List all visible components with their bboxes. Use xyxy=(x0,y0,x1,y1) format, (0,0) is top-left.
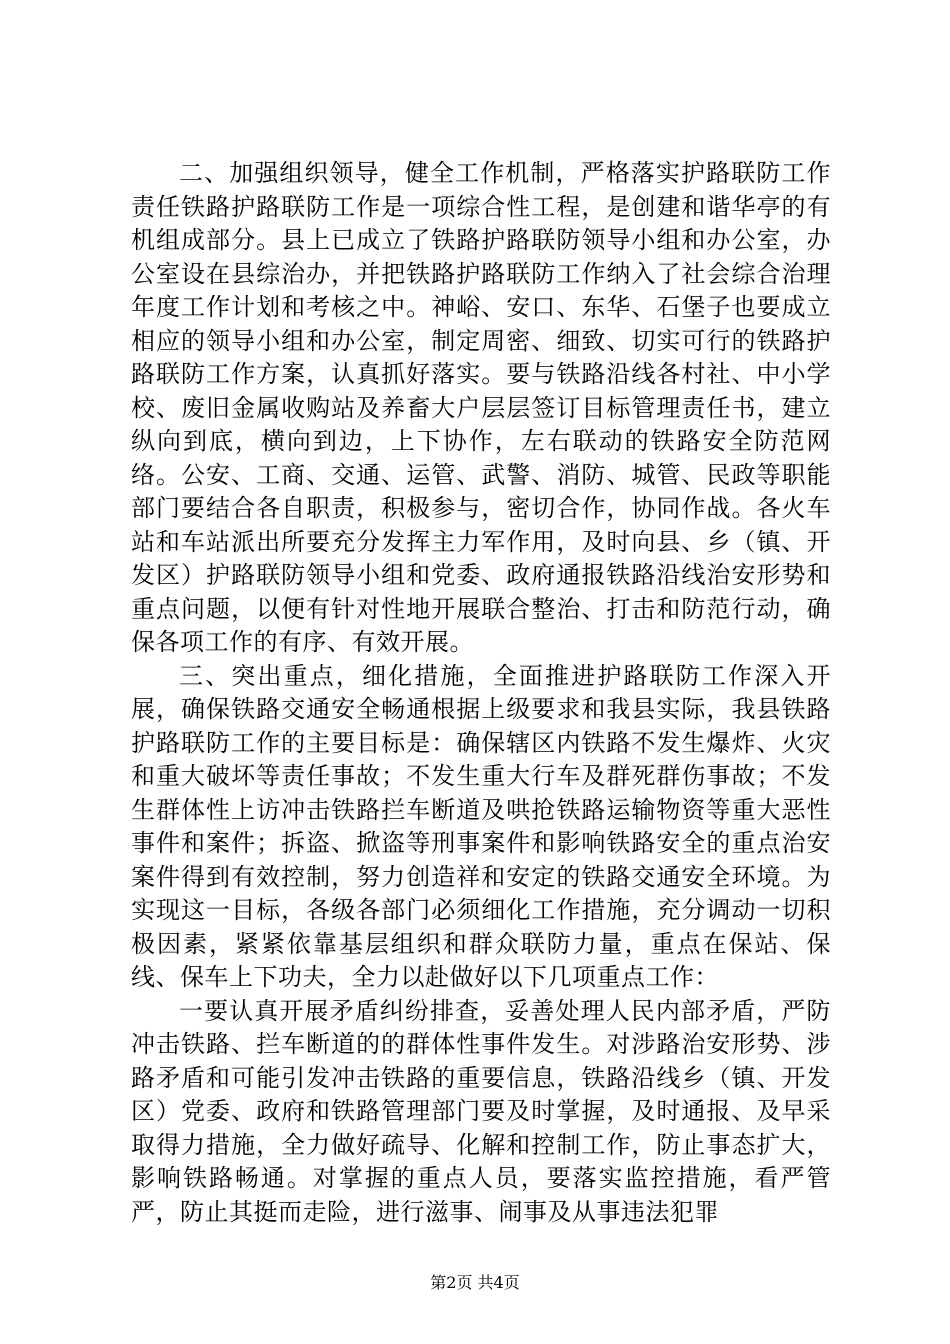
page-number-footer: 第2页 共4页 xyxy=(430,1273,520,1292)
paragraph-section-three: 三、突出重点，细化措施，全面推进护路联防工作深入开展，确保铁路交通安全畅通根据上级要求和我县实际，我县铁路护路联防工作的主要目标是：确保辖区内铁路不发生爆炸、火灾和重大破坏等责任事故；不发生重大行车及群死群伤事故；不发生群体性上访冲击铁路拦车断道及哄抢铁路运输物资等重大恶性事件和案件；拆盗、掀盗等刑事案件和影响铁路安全的重点治安案件得到有效控制，努力创造祥和安定的铁路交通安全环境。为实现这一目标，各级各部门必须细化工作措施，充分调动一切积极因素，紧紧依靠基层组织和群众联防力量，重点在保站、保线、保车上下功夫，全力以赴做好以下几项重点工作： xyxy=(131,661,831,991)
document-body xyxy=(131,157,831,1229)
paragraph-item-one: 一要认真开展矛盾纠纷排查，妥善处理人民内部矛盾，严防冲击铁路、拦车断道的的群体性事件发生。对涉路治安形势、涉路矛盾和可能引发冲击铁路的重要信息，铁路沿线乡（镇、开发区）党委、政府和铁路管理部门要及时掌握，及时通报、及早采取得力措施，全力做好疏导、化解和控制工作，防止事态扩大，影响铁路畅通。对掌握的重点人员，要落实监控措施，看严管严，防止其挺而走险，进行滋事、闹事及从事违法犯罪 xyxy=(131,996,831,1226)
paragraph-section-two: 二、加强组织领导，健全工作机制，严格落实护路联防工作责任铁路护路联防工作是一项综合性工程，是创建和谐华亭的有机组成部分。县上已成立了铁路护路联防领导小组和办公室，办公室设在县综治办，并把铁路护路联防工作纳入了社会综合治理年度工作计划和考核之中。神峪、安口、东华、石堡子也要成立相应的领导小组和办公室，制定周密、细致、切实可行的铁路护路联防工作方案，认真抓好落实。要与铁路沿线各村社、中小学校、废旧金属收购站及养畜大户层层签订目标管理责任书，建立纵向到底，横向到边，上下协作，左右联动的铁路安全防范网络。公安、工商、交通、运管、武警、消防、城管、民政等职能部门要结合各自职责，积极参与，密切合作，协同作战。各火车站和车站派出所要充分发挥主力军作用，及时向县、乡（镇、开发区）护路联防领导小组和党委、政府通报铁路沿线治安形势和重点问题，以便有针对性地开展联合整治、打击和防范行动，确保各项工作的有序、有效开展。 xyxy=(131,159,831,656)
